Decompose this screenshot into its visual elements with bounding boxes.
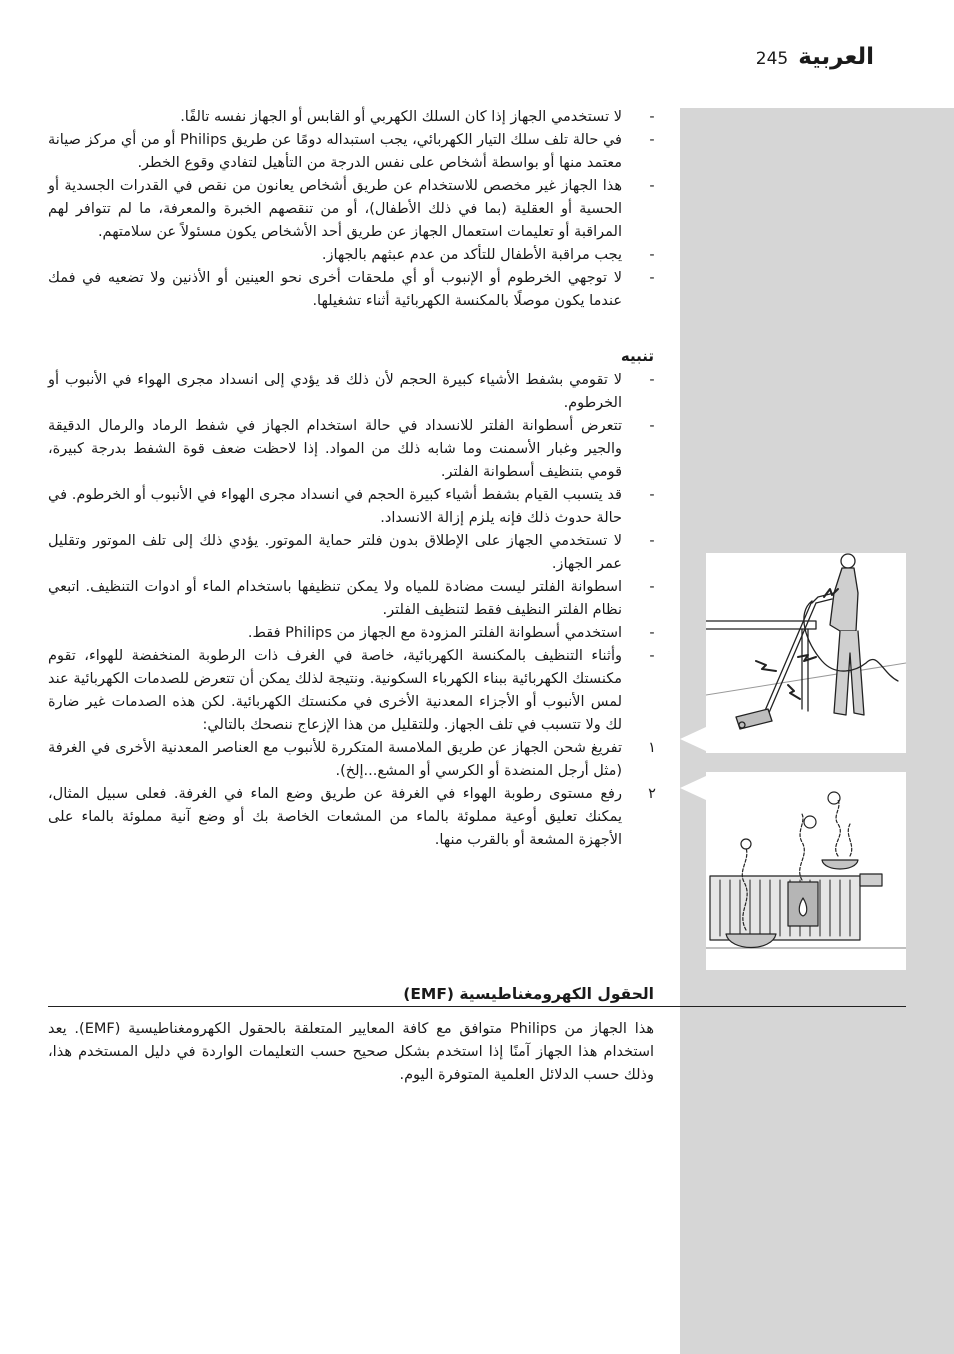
item-text: لا توجهي الخرطوم أو الإنبوب أو أي ملحقات أخرى نحو العينين أو الأذنين ولا تضعيه في فمك عندما يكون موصلًا بالمكنسة الكهربائية أثناء تشغيلها. [48,270,622,309]
item-text: لا تستخدمي الجهاز إذا كان السلك الكهربي أو القابس أو الجهاز نفسه تالفًا. [180,109,622,125]
item-text: استخدمي أسطوانة الفلتر المزودة مع الجهاز من Philips فقط. [247,625,622,641]
page-number: 245 [755,49,789,69]
radiator-water-icon [706,772,906,970]
list-item [48,129,655,175]
pointer-arrow [680,727,706,751]
radiator-illustration [706,772,906,970]
list-item [48,622,655,645]
list-item [48,576,655,622]
list-item [48,530,655,576]
bullet-mark: - [649,372,655,388]
list-item [48,645,655,737]
list-item [48,783,656,852]
pointer-arrow [680,776,706,800]
list-item [48,415,655,484]
bullet-mark: - [649,418,655,434]
section-divider [48,1006,906,1007]
bullet-mark: - [649,132,655,148]
bullet-mark: - [649,270,655,286]
list-item [48,175,655,244]
warnings-list [48,106,655,313]
bullet-mark: - [649,579,655,595]
vacuum-illustration [706,553,906,753]
item-text: لا تقومي بشفط الأشياء كبيرة الحجم لأن ذلك قد يؤدي إلى انسداد مجرى الهواء في الأنبوب أو الخرطوم. [48,372,622,411]
item-text: وأثناء التنظيف بالمكنسة الكهربائية، خاصة في الغرف ذات الرطوبة المنخفضة للهواء، تقوم مكنستك الكهربائية ببناء الكهرباء السكونية. ونتيجة لذلك يمكن أن تتعرض للصدمات الكهربائية عند لمس الأنبوب أو الأجزاء المعدنية الأخرى في مكنستك الكهربائية. لكن هذه الصدمات غير ضارة لك ولا تتسبب في تلف الجهاز. وللتقليل من هذا الإزعاج ننصحك بالتالي: [48,648,622,733]
list-item [48,369,655,415]
item-text: رفع مستوى رطوبة الهواء في الغرفة عن طريق وضع الماء في الغرفة. فعلى سبيل المثال، يمكنك تعليق أوعية مملوئة بالماء من المشعات الخاصة بك أو وضع آنية مملوئة بالماء على الأجهزة المشعة أو بالقرب منها. [48,786,622,848]
step-number: ١ [648,740,656,756]
caution-heading: تنبيه [620,347,654,365]
item-text: هذا الجهاز غير مخصص للاستخدام عن طريق أشخاص يعانون من نقص في القدرات الجسدية أو الحسية أو العقلية (بما في ذلك الأطفال)، أو من تنقصهم الخبرة والمعرفة، ما لم تتوافر لهم المراقبة أو تعليمات استعمال الجهاز عن طريق أحد الأشخاص يكون مسئولاً عن سلامتهم. [48,178,622,240]
list-item [48,484,655,530]
item-text: لا تستخدمي الجهاز على الإطلاق بدون فلتر حماية الموتور. يؤدي ذلك إلى تلف الموتور وتقليل عمر الجهاز. [48,533,622,572]
step-number: ٢ [648,786,656,802]
emf-paragraph: هذا الجهاز من Philips متوافق مع كافة المعايير المتعلقة بالحقول الكهرومغناطيسية (EMF). يعد استخدام هذا الجهاز آمنًا إذا استخدم بشكل صحيح حسب التعليمات الواردة في دليل المستخدم هذا، وذلك حسب الدلائل العلمية المتوفرة اليوم. [48,1021,654,1083]
list-item [48,244,655,267]
bullet-mark: - [649,178,655,194]
list-item [48,737,656,783]
page-header [756,44,874,70]
item-text: تفريغ شحن الجهاز عن طريق الملامسة المتكررة للأنبوب مع العناصر المعدنية الأخرى في الغرفة (مثل أرجل المنضدة أو الكرسي أو المشع...إلخ). [48,740,622,779]
emf-heading: الحقول الكهرومغناطيسية (EMF) [403,985,654,1003]
vacuum-user-icon [706,553,906,753]
item-text: اسطوانة الفلتر ليست مضادة للمياه ولا يمكن تنظيفها باستخدام الماء أو ادوات التنظيف. اتبعي نظام الفلتر النظيف فقط لتنظيف الفلتر. [48,579,622,618]
item-text: يجب مراقبة الأطفال للتأكد من عدم عبثهم بالجهاز. [321,247,622,263]
bullet-mark: - [649,109,655,125]
item-text: في حالة تلف سلك التيار الكهربائي، يجب استبداله دومًا عن طريق Philips أو من أي مركز صيانة معتمد منها أو بواسطة أشخاص على نفس الدرجة من التأهيل لتفادي وقوع الخطر. [48,132,622,171]
bullet-mark: - [649,625,655,641]
language-title: العربية [798,44,874,70]
bullet-mark: - [649,648,655,664]
item-text: قد يتسبب القيام بشفط أشياء كبيرة الحجم في انسداد مجرى الهواء في الأنبوب أو الخرطوم. في حالة حدوث ذلك فإنه يلزم إزالة الانسداد. [48,487,622,526]
bullet-mark: - [649,247,655,263]
list-item [48,267,655,313]
bullet-mark: - [649,487,655,503]
item-text: تتعرض أسطوانة الفلتر للانسداد في حالة استخدام الجهاز في شفط الرماد والرمال الدقيقة والجير وغبار الأسمنت وما شابه ذلك من المواد. إذا لاحظت ضعف قوة الشفط بدرجة كبيرة، قومي بتنظيف أسطوانة الفلتر. [48,418,622,480]
list-item [48,106,655,129]
caution-list [48,369,656,852]
bullet-mark: - [649,533,655,549]
